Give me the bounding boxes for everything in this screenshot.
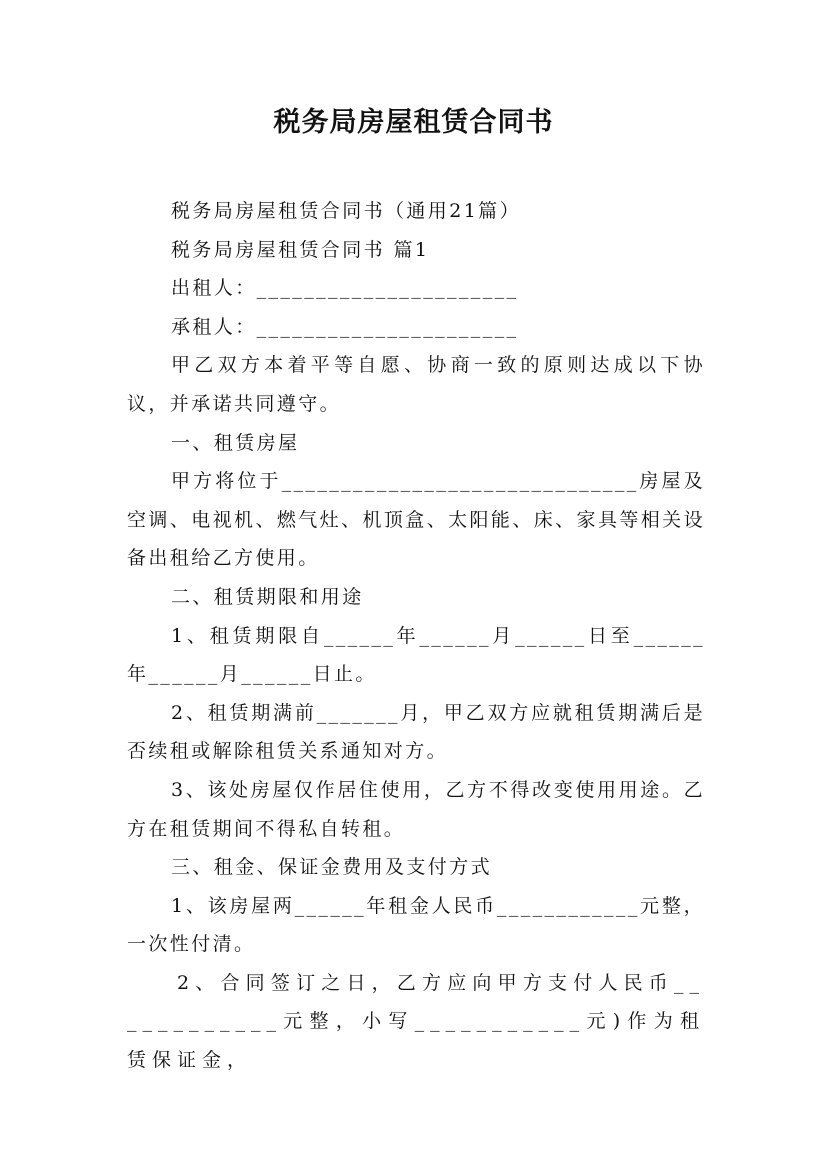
paragraph-property-description: 甲方将位于______________________________房屋及空调、电视机、燃气灶、机顶盒、太阳能、床、家具等相关设备出租给乙方使用。 bbox=[127, 470, 705, 570]
paragraph-usage-restriction: 3、该处房屋仅作居住使用，乙方不得改变使用用途。乙方在租赁期间不得私自转租。 bbox=[127, 778, 705, 840]
document-body bbox=[127, 192, 705, 1080]
paragraph-lessor: 出租人：______________________ bbox=[171, 277, 519, 300]
paragraph-clause-heading-2: 二、租赁期限和用途 bbox=[171, 585, 364, 608]
paragraph-lease-term: 1、租赁期限自______年______月______日至______年______月______日止。 bbox=[127, 624, 705, 686]
paragraph-section-heading: 税务局房屋租赁合同书 篇1 bbox=[171, 238, 430, 261]
paragraph-lessee: 承租人：______________________ bbox=[171, 315, 519, 338]
paragraph-renewal-notice: 2、租赁期满前_______月，甲乙双方应就租赁期满后是否续租或解除租赁关系通知对方。 bbox=[127, 701, 705, 763]
paragraph-clause-heading-1: 一、租赁房屋 bbox=[171, 431, 300, 454]
paragraph-subtitle: 税务局房屋租赁合同书（通用21篇） bbox=[171, 200, 521, 222]
paragraph-agreement-intro: 甲乙双方本着平等自愿、协商一致的原则达成以下协议，并承诺共同遵守。 bbox=[127, 354, 705, 415]
paragraph-deposit: 2、合同签订之日，乙方应向甲方支付人民币____________元整，小写___________元)作为租赁保证金， bbox=[127, 971, 705, 1072]
document-title: 税务局房屋租赁合同书 bbox=[273, 107, 554, 138]
paragraph-rent-payment: 1、该房屋两______年租金人民币____________元整，一次性付清。 bbox=[127, 894, 705, 956]
paragraph-clause-heading-3: 三、租金、保证金费用及支付方式 bbox=[171, 856, 493, 879]
